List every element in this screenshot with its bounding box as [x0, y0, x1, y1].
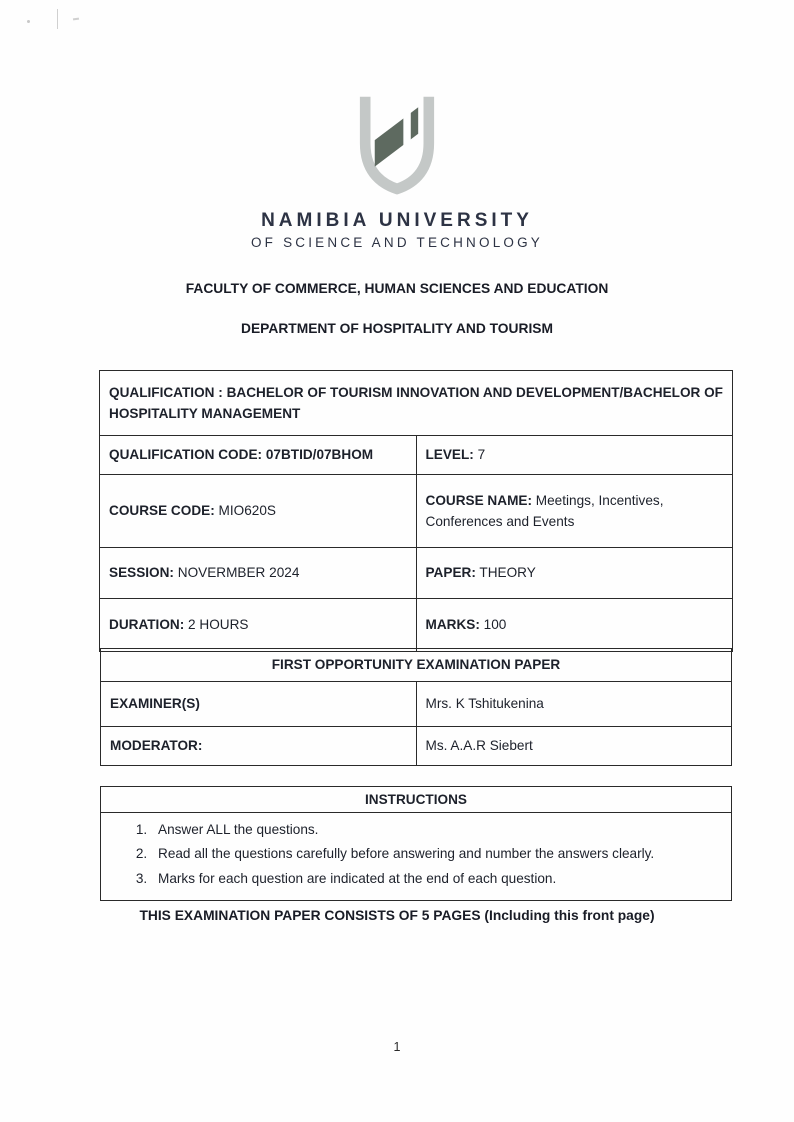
qualification-cell — [100, 371, 733, 436]
faculty-heading: FACULTY OF COMMERCE, HUMAN SCIENCES AND EDUCATION — [185, 281, 609, 296]
session-value: NOVERMBER 2024 — [177, 565, 300, 581]
instructions-title-row — [101, 787, 732, 813]
paper-value: THEORY — [479, 565, 536, 581]
university-logo — [0, 90, 794, 250]
course-info-table — [99, 370, 733, 652]
level-label: LEVEL: — [425, 447, 474, 463]
duration-row — [100, 599, 733, 652]
instructions-list-cell — [101, 813, 732, 901]
instruction-item-2: 2. Read all the questions carefully before answering and number the answers clearly. — [151, 844, 721, 864]
examiner-value: Mrs. K Tshitukenina — [416, 682, 732, 727]
examiner-label: EXAMINER(S) — [101, 682, 417, 727]
instructions-list — [111, 820, 721, 889]
course-code-label: COURSE CODE: — [109, 503, 215, 519]
course-name-value: Meetings, Incentives, Conferences and Events — [425, 492, 664, 529]
qualification-code-cell — [100, 436, 417, 475]
level-cell — [416, 436, 733, 475]
examiner-table — [100, 648, 732, 766]
course-code-value: MIO620S — [218, 503, 276, 519]
marks-cell — [416, 599, 733, 652]
moderator-label: MODERATOR: — [101, 727, 417, 766]
marks-value: 100 — [483, 617, 507, 633]
session-label: SESSION: — [109, 565, 174, 581]
department-heading: DEPARTMENT OF HOSPITALITY AND TOURISM — [241, 321, 553, 336]
duration-label: DURATION: — [109, 617, 185, 633]
qualification-code-value: 07BTID/07BHOM — [265, 447, 374, 463]
instructions-box — [100, 786, 732, 901]
marks-label: MARKS: — [425, 617, 480, 633]
qualification-label: QUALIFICATION : — [109, 384, 223, 400]
instructions-title: INSTRUCTIONS — [101, 787, 732, 813]
qualification-row — [100, 371, 733, 436]
nust-shield-icon — [344, 90, 450, 202]
duration-value: 2 HOURS — [188, 617, 249, 633]
scan-artifact-line — [57, 9, 58, 29]
session-row — [100, 548, 733, 599]
instructions-body-row — [101, 813, 732, 901]
moderator-value: Ms. A.A.R Siebert — [416, 727, 732, 766]
scan-artifact-dot — [27, 20, 30, 23]
scan-artifact-dash — [73, 18, 79, 21]
qualification-value: BACHELOR OF TOURISM INNOVATION AND DEVELOPMENT/BACHELOR OF HOSPITALITY MANAGEMENT — [109, 384, 723, 421]
instruction-item-3: 3. Marks for each question are indicated at the end of each question. — [151, 869, 721, 889]
examiner-row — [101, 682, 732, 727]
page-count-note: THIS EXAMINATION PAPER CONSISTS OF 5 PAGES (Including this front page) — [139, 908, 655, 923]
session-cell — [100, 548, 417, 599]
university-subtitle: OF SCIENCE AND TECHNOLOGY — [250, 235, 544, 250]
paper-cell — [416, 548, 733, 599]
qualification-code-label: QUALIFICATION CODE: — [109, 447, 263, 463]
exam-title-row — [101, 649, 732, 682]
course-code-cell — [100, 475, 417, 548]
page-number: 1 — [393, 1040, 401, 1054]
course-name-label: COURSE NAME: — [425, 492, 532, 508]
duration-cell — [100, 599, 417, 652]
qualification-code-row — [100, 436, 733, 475]
course-name-cell — [416, 475, 733, 548]
instruction-item-1: 1. Answer ALL the questions. — [151, 820, 721, 840]
university-name: NAMIBIA UNIVERSITY — [261, 210, 533, 231]
paper-label: PAPER: — [425, 565, 476, 581]
exam-paper-title: FIRST OPPORTUNITY EXAMINATION PAPER — [101, 649, 732, 682]
course-row — [100, 475, 733, 548]
level-value: 7 — [477, 447, 486, 463]
moderator-row — [101, 727, 732, 766]
